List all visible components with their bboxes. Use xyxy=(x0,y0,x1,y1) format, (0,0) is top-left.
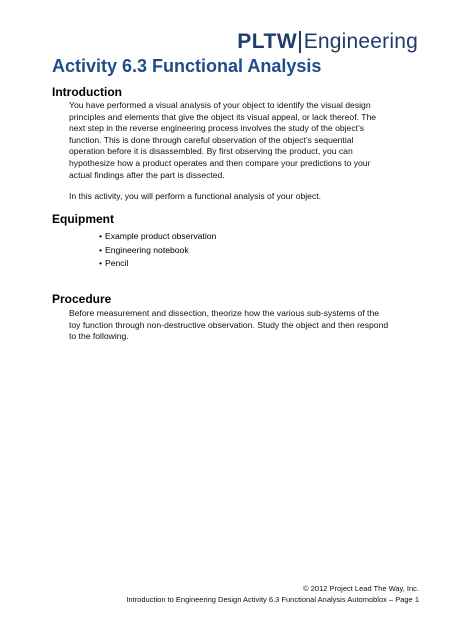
pltw-engineering-logo xyxy=(237,30,418,54)
logo-divider xyxy=(299,31,301,53)
equipment-list xyxy=(69,230,216,271)
bullet-icon: • xyxy=(99,258,103,268)
procedure-line: to the following. xyxy=(69,331,129,342)
procedure-line: toy function through non-destructive observation. Study the object and then respond xyxy=(69,319,389,330)
footer-copyright: © 2012 Project Lead The Way, Inc. xyxy=(303,584,419,593)
intro-line: function. This is done through careful observation of the object’s sequential xyxy=(69,134,354,145)
introduction-summary xyxy=(69,191,419,203)
intro-line: hypothesize how a product operates and then compare your predictions to your xyxy=(69,157,371,168)
introduction-paragraph xyxy=(69,100,419,181)
logo-word: Engineering xyxy=(303,30,418,53)
intro-summary-line: In this activity, you will perform a functional analysis of your object. xyxy=(69,191,322,201)
procedure-line: Before measurement and dissection, theorize how the various sub-systems of the xyxy=(69,308,380,318)
procedure-heading: Procedure xyxy=(52,292,112,306)
intro-line: You have performed a visual analysis of your object to identify the visual design xyxy=(69,100,371,110)
equipment-item: Example product observation xyxy=(105,231,217,241)
introduction-heading: Introduction xyxy=(52,85,122,99)
equipment-item: Pencil xyxy=(105,258,129,268)
logo-brand: PLTW xyxy=(237,30,298,53)
intro-line: operation before it is disassembled. By first observing the product, you can xyxy=(69,146,353,157)
list-item xyxy=(69,257,216,271)
footer-course-line: Introduction to Engineering Design Activity 6.3 Functional Analysis Automoblox – Page 1 xyxy=(126,595,419,604)
list-item xyxy=(69,230,216,244)
page-title: Activity 6.3 Functional Analysis xyxy=(52,56,322,76)
intro-line: actual findings after the part is dissected. xyxy=(69,169,225,180)
bullet-icon: • xyxy=(99,231,103,241)
equipment-item: Engineering notebook xyxy=(105,244,189,255)
equipment-heading: Equipment xyxy=(52,212,114,226)
intro-line: next step in the reverse engineering process involves the study of the object’s xyxy=(69,123,365,134)
intro-line: principles and elements that give the object its visual appeal, or lack thereof. The xyxy=(69,111,377,122)
procedure-paragraph xyxy=(69,308,419,343)
bullet-icon: • xyxy=(99,244,103,255)
list-item xyxy=(69,244,216,258)
